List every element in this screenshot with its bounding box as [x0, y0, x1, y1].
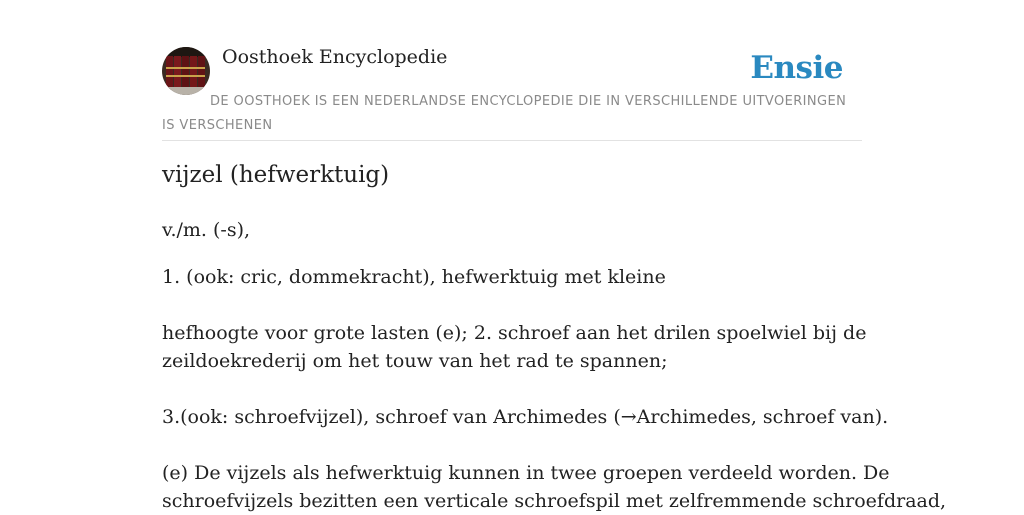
article-line: (e) De vijzels als hefwerktuig kunnen in twee groepen verdeeld worden. De [162, 462, 890, 484]
article-line: hefhoogte voor grote lasten (e); 2. schroef aan het drilen spoelwiel bij de [162, 322, 867, 344]
site-tagline: DE OOSTHOEK IS EEN NEDERLANDSE ENCYCLOPEDIE DIE IN VERSCHILLENDE UITVOERINGEN IS VERSCHENEN [162, 94, 847, 133]
page [162, 0, 947, 512]
article-title: vijzel (hefwerktuig) [162, 162, 390, 188]
site-header [162, 0, 862, 141]
site-title[interactable]: Oosthoek Encyclopedie [222, 46, 448, 68]
article-line: zeildoekrederij om het touw van het rad te spannen; [162, 350, 668, 372]
article-line: v./m. (-s), [162, 219, 251, 241]
ensie-logo[interactable]: Ensie [750, 50, 843, 86]
encyclopedia-books-icon[interactable] [162, 47, 210, 95]
article-line: 1. (ook: cric, dommekracht), hefwerktuig met kleine [162, 266, 666, 288]
article-line: 3.(ook: schroefvijzel), schroef van Archimedes (→Archimedes, schroef van). [162, 406, 889, 428]
article-line: schroefvijzels bezitten een verticale schroefspil met zelfremmende schroefdraad, [162, 490, 947, 512]
